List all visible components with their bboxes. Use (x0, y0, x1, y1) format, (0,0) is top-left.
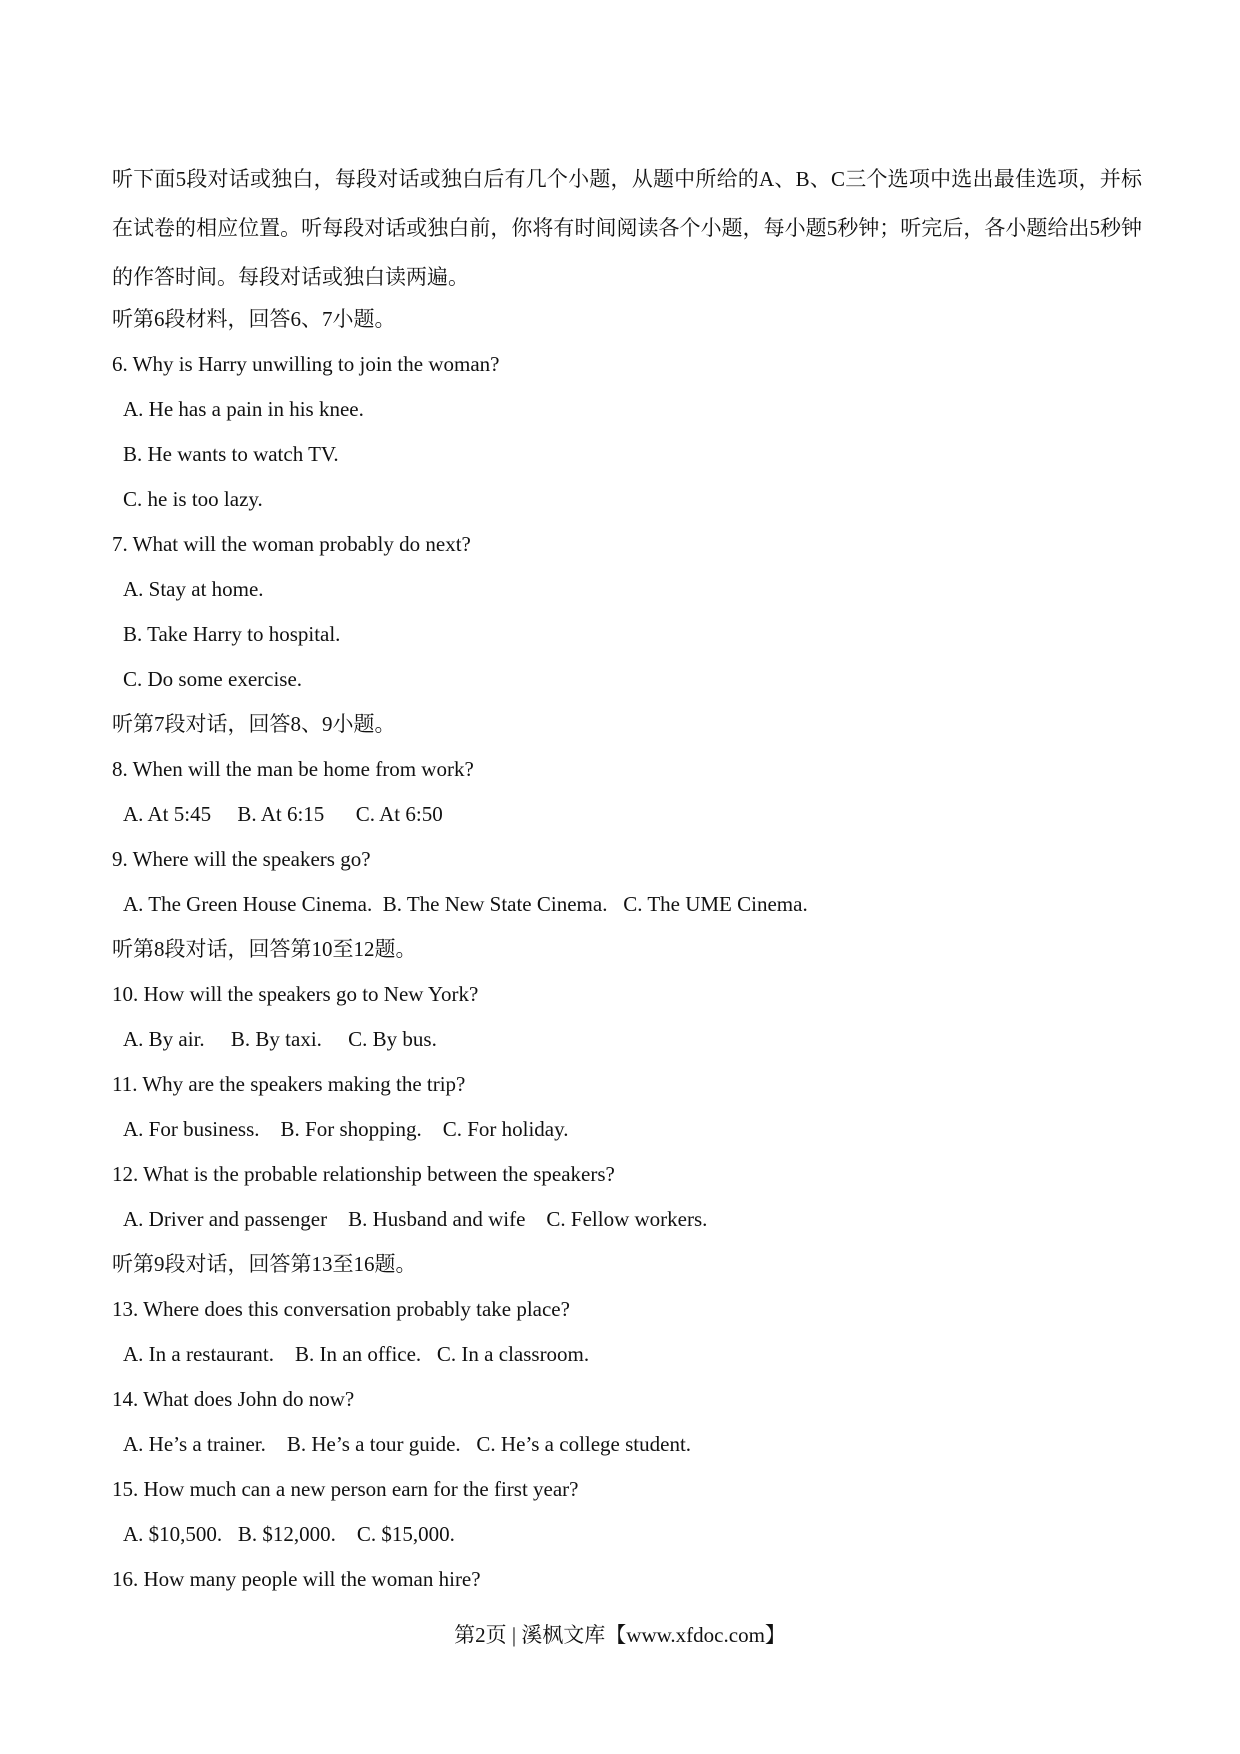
question-8: 8. When will the man be home from work? (112, 757, 474, 781)
q6-option-a: A. He has a pain in his knee. (123, 397, 364, 421)
q6-option-b: B. He wants to watch TV. (123, 442, 339, 466)
question-11: 11. Why are the speakers making the trip? (112, 1072, 466, 1096)
q15-options: A. $10,500. B. $12,000. C. $15,000. (123, 1522, 455, 1546)
exam-page (112, 155, 1142, 1602)
q7-option-c: C. Do some exercise. (123, 667, 303, 691)
q8-options: A. At 5:45 B. At 6:15 C. At 6:50 (123, 802, 443, 826)
question-12: 12. What is the probable relationship between the speakers? (112, 1162, 615, 1186)
q7-option-a: A. Stay at home. (123, 577, 264, 601)
section-heading-7: 听第7段对话，回答8、9小题。 (112, 712, 396, 736)
section-heading-6: 听第6段材料，回答6、7小题。 (112, 307, 396, 331)
question-13: 13. Where does this conversation probably take place? (112, 1297, 570, 1321)
q10-options: A. By air. B. By taxi. C. By bus. (123, 1027, 437, 1051)
section-heading-8: 听第8段对话，回答第10至12题。 (112, 937, 417, 961)
question-10: 10. How will the speakers go to New York? (112, 982, 479, 1006)
q7-option-b: B. Take Harry to hospital. (123, 622, 341, 646)
page-footer: 第2页 | 溪枫文库【www.xfdoc.com】 (454, 1623, 786, 1647)
section-heading-9: 听第9段对话，回答第13至16题。 (112, 1252, 417, 1276)
question-9: 9. Where will the speakers go? (112, 847, 371, 871)
q13-options: A. In a restaurant. B. In an office. C. In a classroom. (123, 1342, 590, 1366)
q9-options: A. The Green House Cinema. B. The New State Cinema. C. The UME Cinema. (123, 892, 808, 916)
question-6: 6. Why is Harry unwilling to join the woman? (112, 352, 500, 376)
question-15: 15. How much can a new person earn for the first year? (112, 1477, 579, 1501)
question-14: 14. What does John do now? (112, 1387, 355, 1411)
q6-option-c: C. he is too lazy. (123, 487, 263, 511)
section-instructions: 听下面5段对话或独白，每段对话或独白后有几个小题，从题中所给的A、B、C三个选项中选出最佳选项，并标在试卷的相应位置。听每段对话或独白前，你将有时间阅读各个小题，每小题5秒钟；听完后，各小题给出5秒钟的作答时间。每段对话或独白读两遍。 (112, 167, 1142, 289)
q12-options: A. Driver and passenger B. Husband and wife C. Fellow workers. (123, 1207, 708, 1231)
q14-options: A. He’s a trainer. B. He’s a tour guide. C. He’s a college student. (123, 1432, 692, 1456)
q11-options: A. For business. B. For shopping. C. For holiday. (123, 1117, 569, 1141)
question-7: 7. What will the woman probably do next? (112, 532, 471, 556)
question-16: 16. How many people will the woman hire? (112, 1567, 481, 1591)
